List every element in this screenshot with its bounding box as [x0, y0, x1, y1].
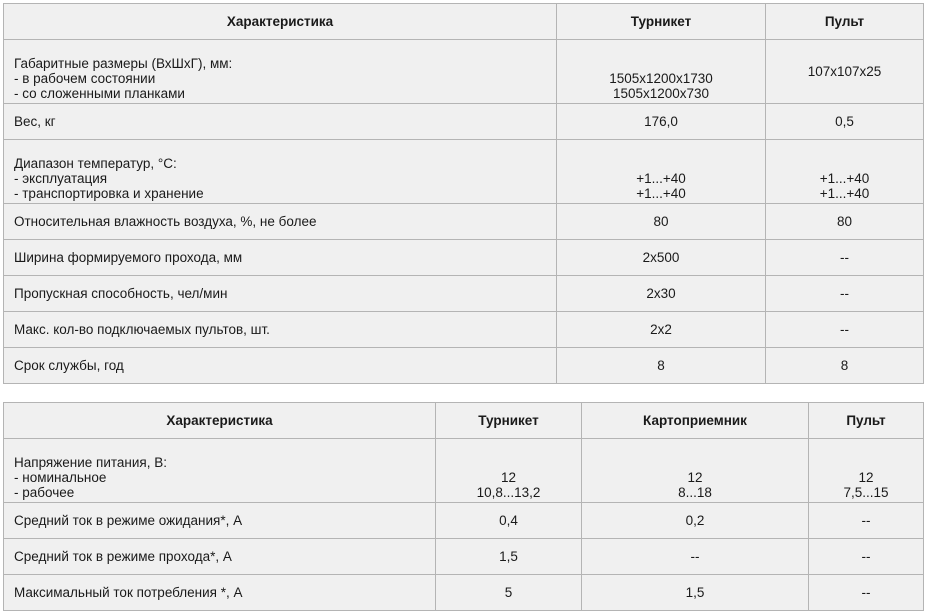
header-characteristic: Характеристика — [4, 403, 436, 439]
row-label: Габаритные размеры (ВхШхГ), мм: - в рабочем состоянии - со сложенными планками — [4, 40, 557, 104]
turnstile-value: 176,0 — [557, 104, 766, 140]
turnstile-value: 5 — [436, 575, 582, 611]
remote-value: -- — [766, 240, 924, 276]
header-turnstile: Турникет — [557, 4, 766, 40]
turnstile-value: 2х2 — [557, 312, 766, 348]
specs-table-dimensions — [3, 3, 924, 384]
card-reader-value: 1,5 — [582, 575, 809, 611]
row-label: Относительная влажность воздуха, %, не более — [4, 204, 557, 240]
remote-value: -- — [766, 312, 924, 348]
table-row — [4, 575, 924, 611]
turnstile-value: 8 — [557, 348, 766, 384]
turnstile-value: 2х30 — [557, 276, 766, 312]
turnstile-value: 80 — [557, 204, 766, 240]
table-row — [4, 40, 924, 104]
remote-value: -- — [809, 575, 924, 611]
specs-table-power — [3, 402, 924, 611]
table-row — [4, 276, 924, 312]
remote-value: 12 7,5...15 — [809, 439, 924, 503]
remote-value: +1...+40 +1...+40 — [766, 140, 924, 204]
row-label: Максимальный ток потребления *, А — [4, 575, 436, 611]
row-label: Срок службы, год — [4, 348, 557, 384]
table-row — [4, 104, 924, 140]
header-remote: Пульт — [809, 403, 924, 439]
row-label: Средний ток в режиме прохода*, А — [4, 539, 436, 575]
table-row — [4, 240, 924, 276]
turnstile-value: +1...+40 +1...+40 — [557, 140, 766, 204]
table-row — [4, 539, 924, 575]
table-row — [4, 312, 924, 348]
remote-value: 8 — [766, 348, 924, 384]
remote-value: -- — [809, 503, 924, 539]
turnstile-value: 1,5 — [436, 539, 582, 575]
table-row — [4, 348, 924, 384]
turnstile-value: 0,4 — [436, 503, 582, 539]
table-row — [4, 140, 924, 204]
turnstile-value: 12 10,8...13,2 — [436, 439, 582, 503]
remote-value: -- — [766, 276, 924, 312]
remote-value: 80 — [766, 204, 924, 240]
header-remote: Пульт — [766, 4, 924, 40]
row-label: Макс. кол-во подключаемых пультов, шт. — [4, 312, 557, 348]
row-label: Вес, кг — [4, 104, 557, 140]
table-row — [4, 439, 924, 503]
row-label: Напряжение питания, В: - номинальное - рабочее — [4, 439, 436, 503]
remote-value: 0,5 — [766, 104, 924, 140]
row-label: Средний ток в режиме ожидания*, А — [4, 503, 436, 539]
remote-value: -- — [809, 539, 924, 575]
table-row — [4, 503, 924, 539]
table-row — [4, 204, 924, 240]
header-characteristic: Характеристика — [4, 4, 557, 40]
card-reader-value: -- — [582, 539, 809, 575]
card-reader-value: 0,2 — [582, 503, 809, 539]
header-turnstile: Турникет — [436, 403, 582, 439]
remote-value: 107х107х25 — [766, 40, 924, 104]
row-label: Ширина формируемого прохода, мм — [4, 240, 557, 276]
card-reader-value: 12 8...18 — [582, 439, 809, 503]
header-card-reader: Картоприемник — [582, 403, 809, 439]
turnstile-value: 2х500 — [557, 240, 766, 276]
turnstile-value: 1505х1200х1730 1505х1200х730 — [557, 40, 766, 104]
row-label: Диапазон температур, °С: - эксплуатация - транспортировка и хранение — [4, 140, 557, 204]
row-label: Пропускная способность, чел/мин — [4, 276, 557, 312]
